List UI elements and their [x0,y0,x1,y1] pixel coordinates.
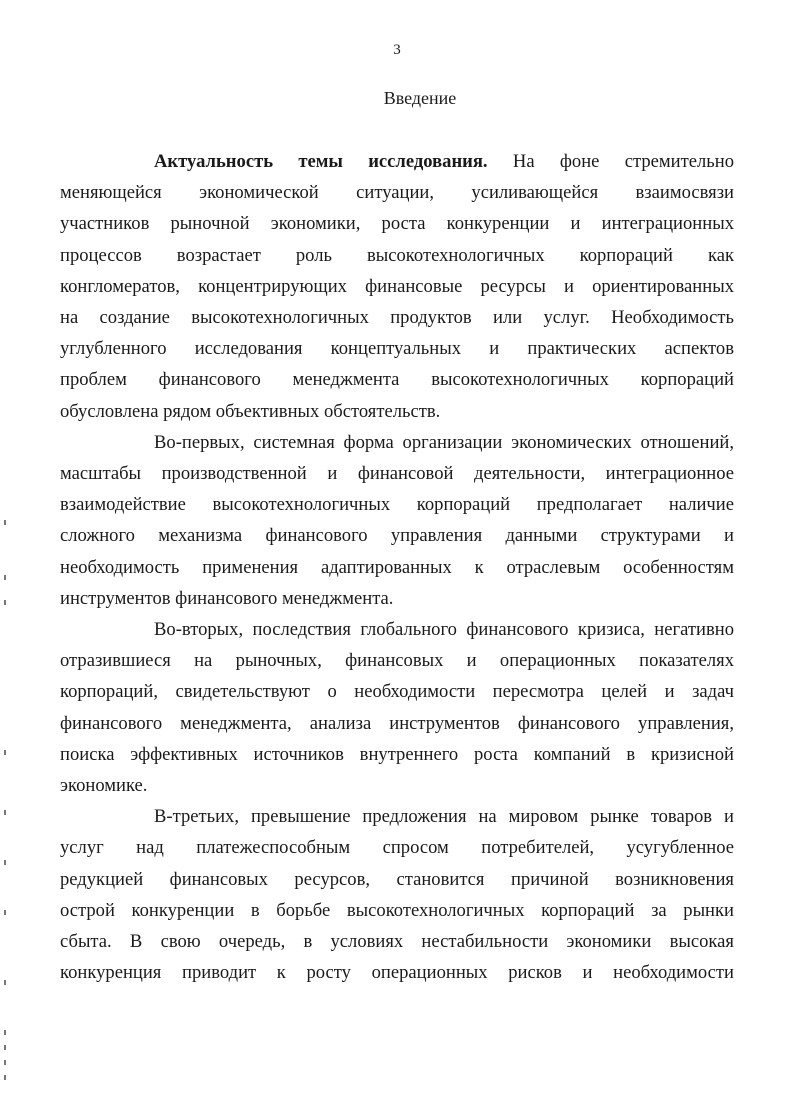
text-line: обусловлена рядом объективных обстоятельств. [60,400,441,422]
text-line: Во-первых, системная форма организации экономических отношений, [154,431,734,453]
text-line: на создание высокотехнологичных продуктов или услуг. Необходимость [60,307,734,329]
bold-lead: Актуальность темы исследования. [154,151,488,172]
text-line: конгломератов, концентрирующих финансовые ресурсы и ориентированных [60,275,734,297]
scan-mark [4,600,6,605]
section-heading: Введение [383,88,457,108]
text-line: процессов возрастает роль высокотехнологичных корпораций как [60,244,734,266]
text-line: финансового менеджмента, анализа инструментов финансового управления, [60,712,734,734]
scan-mark [4,1075,6,1080]
text-line: услуг над платежеспособным спросом потребителей, усугубленное [60,837,734,859]
paragraph-first [60,427,734,614]
text-line: В-третьих, превышение предложения на мировом рынке товаров и [154,806,734,828]
scan-mark [4,1060,6,1065]
text-line: Во-вторых, последствия глобального финансового кризиса, негативно [154,619,734,641]
text-line: отразившиеся на рыночных, финансовых и операционных показателях [60,650,734,672]
scan-mark [4,860,6,865]
text-line: углубленного исследования концептуальных и практических аспектов [60,338,734,360]
text-line: участников рыночной экономики, роста конкуренции и интеграционных [60,213,734,235]
text-line: поиска эффективных источников внутреннего роста компаний в кризисной [60,743,734,765]
text-line: редукцией финансовых ресурсов, становится причиной возникновения [60,868,734,890]
text-line: сложного механизма финансового управления данными структурами и [60,525,734,547]
text-line: взаимодействие высокотехнологичных корпораций предполагает наличие [60,494,734,516]
scan-mark [4,520,6,525]
scan-mark [4,810,6,815]
page-number: 3 [393,42,401,58]
text-line: острой конкуренции в борьбе высокотехнологичных корпораций за рынки [60,899,734,921]
text-line: конкуренция приводит к росту операционных рисков и необходимости [60,962,734,984]
scan-mark [4,750,6,755]
scan-mark [4,575,6,580]
paragraph-second [60,614,734,801]
text-line [107,146,734,177]
paragraph-third [60,801,734,988]
scan-mark [4,910,6,915]
text-line: масштабы производственной и финансовой деятельности, интеграционное [60,463,734,485]
document-body [60,146,734,988]
text-line: корпораций, свидетельствуют о необходимости пересмотра целей и задач [60,681,734,703]
paragraph-relevance [60,146,734,427]
scan-mark [4,1030,6,1035]
text-line: необходимость применения адаптированных к отраслевым особенностям [60,556,734,578]
scan-mark [4,980,6,985]
text-line: инструментов финансового менеджмента. [60,587,394,609]
text-line: сбыта. В свою очередь, в условиях нестабильности экономики высокая [60,931,734,953]
text-line-rest: На фоне стремительно [487,151,734,172]
scan-mark [4,1045,6,1050]
text-line: меняющейся экономической ситуации, усиливающейся взаимосвязи [60,182,734,204]
scan-margin-marks [4,500,16,1090]
text-line: экономике. [60,775,148,797]
text-line: проблем финансового менеджмента высокотехнологичных корпораций [60,369,734,391]
